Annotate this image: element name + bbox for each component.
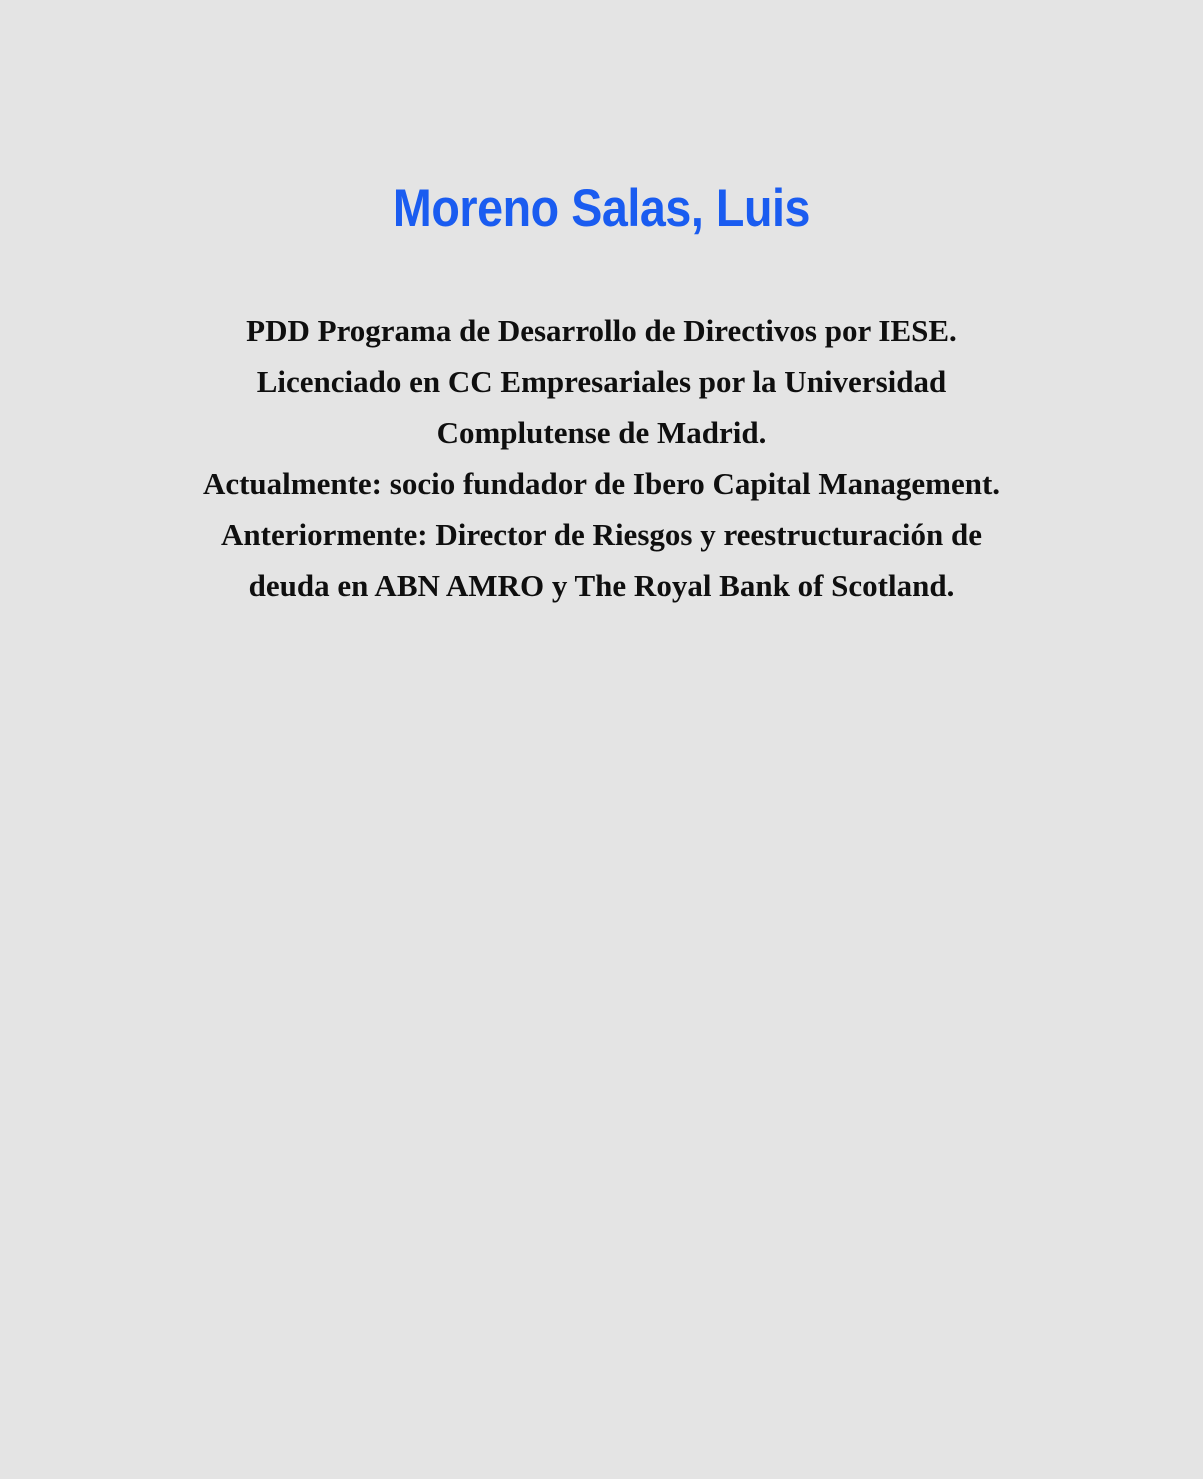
- profile-biography: [0, 305, 1203, 611]
- bio-line: deuda en ABN AMRO y The Royal Bank of Scotland.: [248, 568, 955, 603]
- bio-line: Licenciado en CC Empresariales por la Universidad: [256, 364, 947, 399]
- bio-line: Complutense de Madrid.: [436, 415, 767, 450]
- bio-line: Actualmente: socio fundador de Ibero Capital Management.: [202, 466, 1001, 501]
- bio-line: Anteriormente: Director de Riesgos y reestructuración de: [221, 517, 982, 552]
- page-title: Moreno Salas, Luis: [392, 179, 811, 238]
- bio-line: PDD Programa de Desarrollo de Directivos por IESE.: [246, 313, 957, 348]
